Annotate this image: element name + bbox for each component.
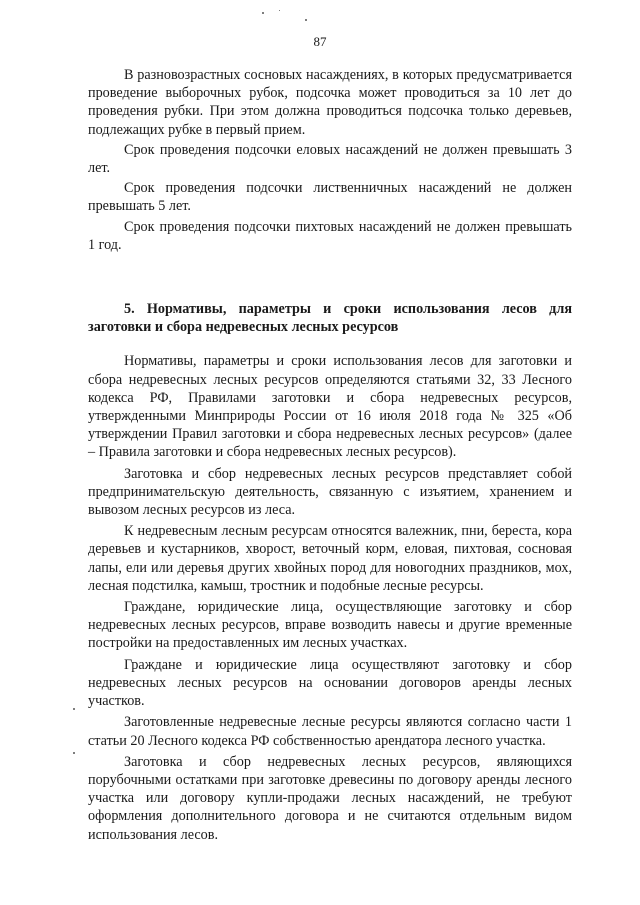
- paragraph: Граждане и юридические лица осуществляют заготовку и сбор недревесных лесных ресурсов на основании договоров аренды лесных участков.: [88, 656, 572, 710]
- paragraph: Срок проведения подсочки лиственничных насаждений не должен превышать 5 лет.: [88, 180, 572, 215]
- paragraph: Заготовка и сбор недревесных лесных ресурсов, являющихся порубочными остатками при заготовке древесины по договору аренды лесного участка или договору купли-продажи лесных насаждений, не требуют оформления дополнительного договора и не считаются отдельным видом использования лесов.: [88, 753, 572, 843]
- paragraph: Заготовленные недревесные лесные ресурсы являются согласно части 1 статьи 20 Лесного кодекса РФ собственностью арендатора лесного участка.: [88, 714, 572, 749]
- section-heading: 5. Нормативы, параметры и сроки использования лесов для заготовки и сбора недревесных лесных ресурсов: [88, 301, 572, 336]
- scan-speck: [279, 10, 280, 11]
- scan-speck: [73, 752, 75, 754]
- page-number: 87: [313, 34, 327, 49]
- section-paragraphs: [88, 352, 572, 843]
- page-body: [88, 66, 572, 844]
- paragraph: Срок проведения подсочки еловых насаждений не должен превышать 3 лет.: [88, 141, 572, 177]
- paragraph: Срок проведения подсочки пихтовых насаждений не должен превышать 1 год.: [88, 218, 572, 253]
- paragraph: Заготовка и сбор недревесных лесных ресурсов представляет собой предпринимательскую деятельность, связанную с изъятием, хранением и вывозом лесных ресурсов из леса.: [88, 465, 572, 519]
- paragraph: К недревесным лесным ресурсам относятся валежник, пни, береста, кора деревьев и кустарников, хворост, веточный корм, еловая, пихтовая, сосновая лапы, ели или деревья других хвойных пород для новогодних праздников, мох, лесная подстилка, камыш, тростник и подобные лесные ресурсы.: [88, 523, 572, 594]
- scan-speck: [73, 708, 75, 710]
- paragraph: В разновозрастных сосновых насаждениях, в которых предусматривается проведение выборочных рубок, подсочка может проводиться за 10 лет до проведения рубки. При этом должна проводиться подсочка только деревьев, подлежащих рубке в первый прием.: [88, 67, 572, 138]
- scan-speck: [262, 12, 264, 14]
- paragraph: Граждане, юридические лица, осуществляющие заготовку и сбор недревесных лесных ресурсов, вправе возводить навесы и другие временные постройки на предоставленных им лесных участках.: [88, 599, 572, 652]
- paragraph: Нормативы, параметры и сроки использования лесов для заготовки и сбора недревесных лесных ресурсов определяются статьями 32, 33 Лесного кодекса РФ, Правилами заготовки и сбора недревесных ресурсов, утвержденными Минприроды России от 16 июля 2018 года № 325 «Об утверждении Правил заготовки и сбора недревесных лесных ресурсов» (далее – Правила заготовки и сбора недревесных лесных ресурсов).: [88, 353, 572, 461]
- scan-speck: [305, 19, 307, 21]
- top-paragraphs: [88, 66, 572, 254]
